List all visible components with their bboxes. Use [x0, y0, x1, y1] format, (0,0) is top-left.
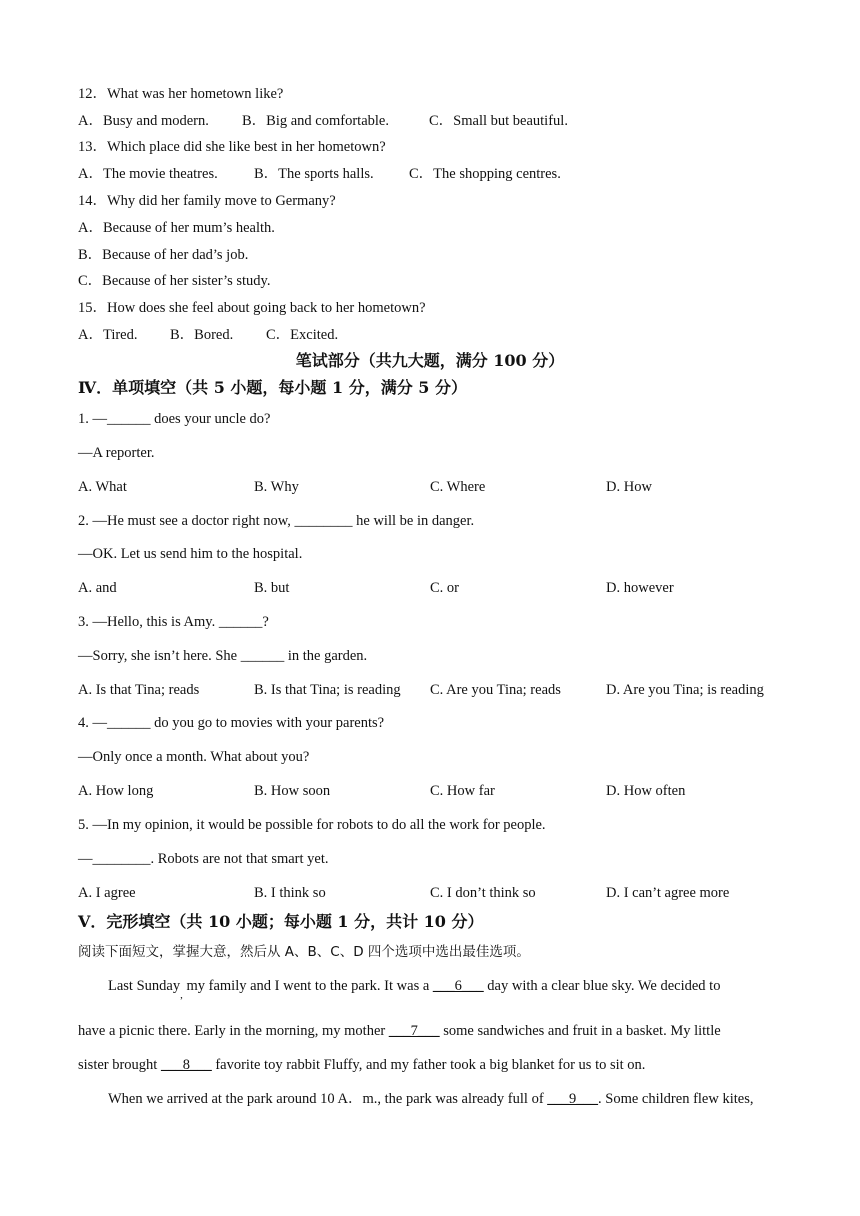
- sc1-option-d: D. How: [606, 479, 652, 495]
- sc2-option-b: B. but: [254, 580, 290, 596]
- sc2-option-c: C. or: [430, 580, 459, 596]
- sc5-option-d: D. I can’t agree more: [606, 885, 730, 901]
- sc4-option-a: A. How long: [78, 783, 154, 799]
- sc1-option-c: C. Where: [430, 479, 486, 495]
- sc-question-2: 2. —He must see a doctor right now, ________ he will be in danger.: [78, 513, 475, 529]
- cloze-line-1-mid: my family and I went to the park. It was a: [182, 978, 433, 994]
- sc-question-3-reply: —Sorry, she isn’t here. She ______ in the garden.: [78, 648, 368, 664]
- sc-question-5: 5. —In my opinion, it would be possible for robots to do all the work for people.: [78, 817, 546, 833]
- q12-option-a: A．Busy and modern.: [78, 113, 209, 129]
- cloze-blank-6: ___6___: [432, 978, 484, 994]
- section-4-title: Ⅳ．单项填空（共 5 小题，每小题 1 分，满分 5 分）: [78, 378, 467, 397]
- sc5-option-c: C. I don’t think so: [430, 885, 536, 901]
- sc-question-2-reply: —OK. Let us send him to the hospital.: [78, 546, 303, 562]
- cloze-line-3-start: sister brought: [78, 1057, 161, 1073]
- cloze-line-3-end: favorite toy rabbit Fluffy, and my father took a big blanket for us to sit on.: [211, 1057, 646, 1073]
- sc2-option-a: A. and: [78, 580, 117, 596]
- sc-question-3: 3. —Hello, this is Amy. ______?: [78, 614, 269, 630]
- sc5-option-b: B. I think so: [254, 885, 326, 901]
- cloze-line-2-start: have a picnic there. Early in the morning, my mother: [78, 1023, 389, 1039]
- cloze-line-4: [108, 1090, 753, 1108]
- question-15: 15．How does she feel about going back to her hometown?: [78, 300, 426, 316]
- question-13: 13．Which place did she like best in her hometown?: [78, 139, 386, 155]
- sc-question-4-reply: —Only once a month. What about you?: [78, 749, 310, 765]
- cloze-line-2-end: some sandwiches and fruit in a basket. My little: [439, 1023, 721, 1039]
- sc4-option-d: D. How often: [606, 783, 686, 799]
- sc3-option-c: C. Are you Tina; reads: [430, 682, 561, 698]
- sc3-option-a: A. Is that Tina; reads: [78, 682, 200, 698]
- sc1-option-a: A. What: [78, 479, 127, 495]
- q13-option-c: C．The shopping centres.: [409, 166, 561, 182]
- q14-option-b: B．Because of her dad’s job.: [78, 247, 249, 263]
- cloze-line-1: [108, 977, 721, 1001]
- section-5-title: Ⅴ．完形填空（共 10 小题；每小题 1 分，共计 10 分）: [78, 912, 484, 931]
- q15-option-b: B．Bored.: [170, 327, 234, 343]
- sc5-option-a: A. I agree: [78, 885, 136, 901]
- sc4-option-c: C. How far: [430, 783, 495, 799]
- sc-question-5-reply: —________. Robots are not that smart yet.: [78, 851, 329, 867]
- cloze-blank-8: ___8___: [160, 1057, 212, 1073]
- q14-option-a: A．Because of her mum’s health.: [78, 220, 275, 236]
- cloze-line-2: [78, 1022, 721, 1040]
- q13-option-a: A．The movie theatres.: [78, 166, 218, 182]
- q15-option-a: A．Tired.: [78, 327, 138, 343]
- q14-option-c: C．Because of her sister’s study.: [78, 273, 271, 289]
- sc4-option-b: B. How soon: [254, 783, 331, 799]
- sc1-option-b: B. Why: [254, 479, 299, 495]
- written-part-title: 笔试部分（共九大题，满分 100 分）: [295, 351, 565, 370]
- cloze-comma: ,: [180, 989, 183, 1001]
- cloze-instruction: 阅读下面短文，掌握大意，然后从 A、B、C、D 四个选项中选出最佳选项。: [78, 944, 530, 960]
- cloze-line-1-end: day with a clear blue sky. We decided to: [483, 978, 721, 994]
- q15-option-c: C．Excited.: [266, 327, 339, 343]
- q13-option-b: B．The sports halls.: [254, 166, 374, 182]
- cloze-line-4-end: . Some children flew kites,: [598, 1091, 754, 1107]
- q12-option-c: C．Small but beautiful.: [429, 113, 568, 129]
- question-12: 12．What was her hometown like?: [78, 86, 284, 102]
- cloze-line-3: [78, 1056, 645, 1074]
- q12-option-b: B．Big and comfortable.: [242, 113, 389, 129]
- cloze-line-4-start: When we arrived at the park around 10 A．m., the park was already full of: [108, 1091, 548, 1107]
- cloze-blank-7: ___7___: [388, 1023, 440, 1039]
- sc2-option-d: D. however: [606, 580, 674, 596]
- sc-question-1-reply: —A reporter.: [78, 445, 155, 461]
- sc3-option-b: B. Is that Tina; is reading: [254, 682, 401, 698]
- sc-question-4: 4. —______ do you go to movies with your parents?: [78, 715, 385, 731]
- sc3-option-d: D. Are you Tina; is reading: [606, 682, 764, 698]
- sc-question-1: 1. —______ does your uncle do?: [78, 411, 271, 427]
- cloze-blank-9: ___9___: [547, 1091, 599, 1107]
- question-14: 14．Why did her family move to Germany?: [78, 193, 336, 209]
- cloze-line-1-start: Last Sunday: [108, 978, 181, 994]
